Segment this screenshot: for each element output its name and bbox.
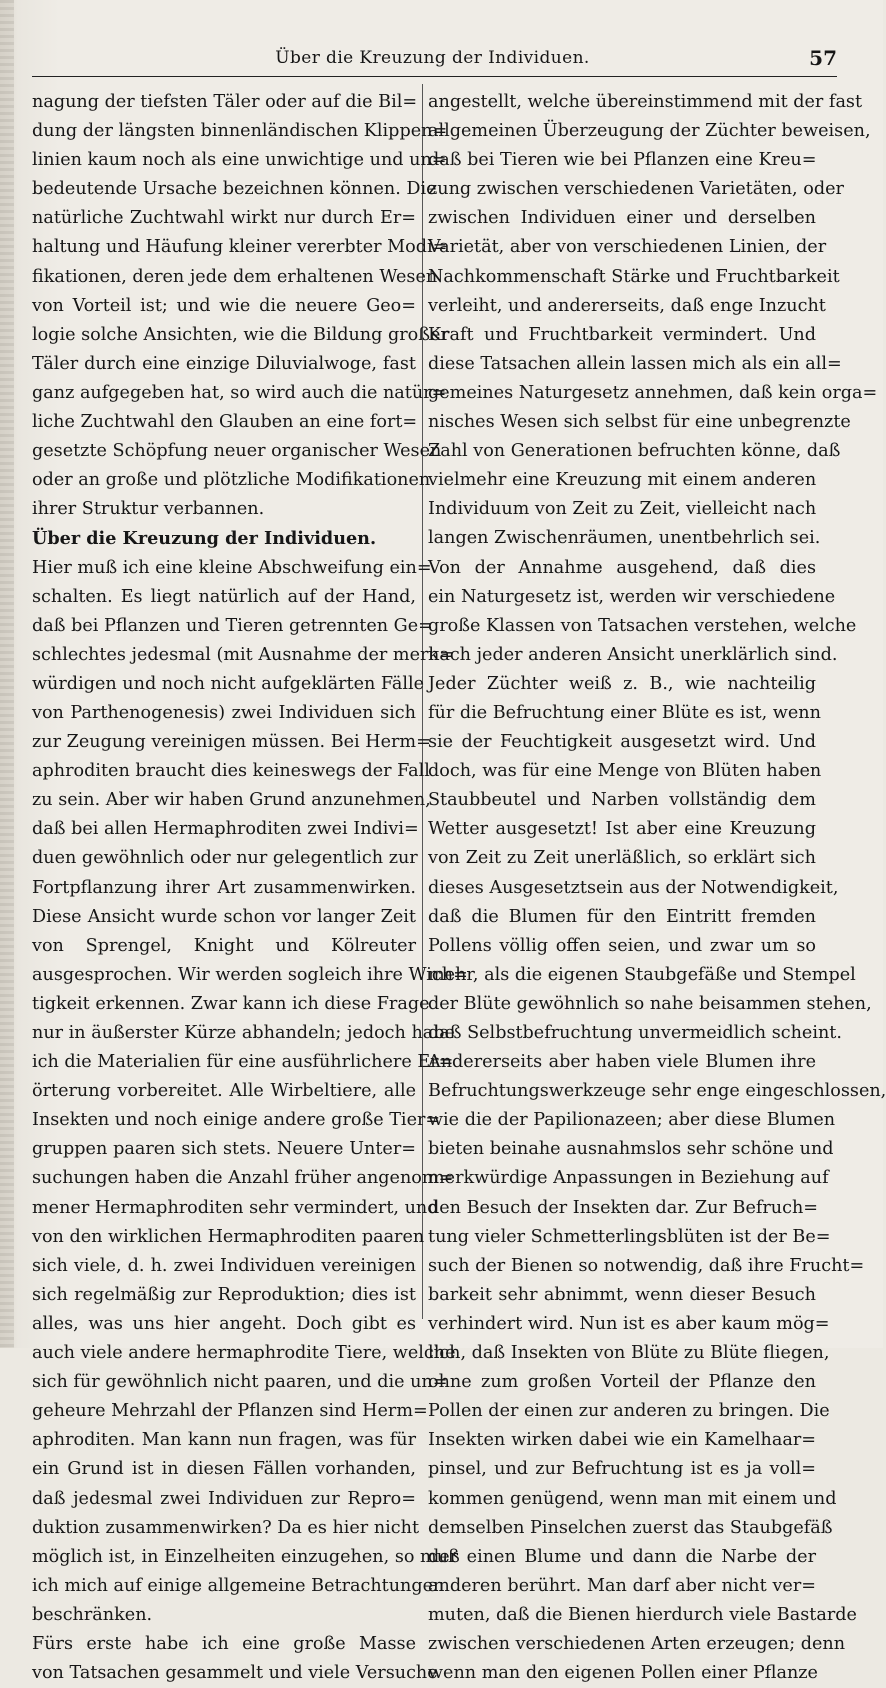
text-line: Täler durch eine einzige Diluvialwoge, fast [32, 353, 416, 374]
text-line: zur Zeugung vereinigen müssen. Bei Herm= [32, 732, 431, 753]
text-line: wie die der Papilionazeen; aber diese Blumen [428, 1110, 836, 1131]
text-line: verhindert wird. Nun ist es aber kaum mög= [428, 1313, 830, 1334]
text-line: diese Tatsachen allein lassen mich als ein all= [428, 353, 842, 374]
text-line: wenn man den eigenen Pollen einer Pflanze [428, 1663, 818, 1684]
text-line: sie der Feuchtigkeit ausgesetzt wird. Und [428, 732, 816, 753]
text-line: nagung der tiefsten Täler oder auf die Bil= [32, 92, 418, 112]
text-line: sich für gewöhnlich nicht paaren, und die un= [32, 1372, 448, 1393]
text-line: barkeit sehr abnimmt, wenn dieser Besuch [428, 1284, 816, 1305]
text-line: logie solche Ansichten, wie die Bildung großer [32, 324, 449, 345]
text-line: bedeutende Ursache bezeichnen können. Die [32, 179, 437, 200]
text-line: von Sprengel, Knight und Kölreuter [32, 935, 416, 956]
text-line: such der Bienen so notwendig, daß ihre Frucht= [428, 1255, 865, 1276]
text-line: dung der längsten binnenländischen Klippen= [32, 121, 448, 142]
text-line: ihrer Struktur verbannen. [32, 499, 265, 520]
text-line: Nachkommenschaft Stärke und Fruchtbarkeit [428, 266, 840, 287]
text-line: fikationen, deren jede dem erhaltenen Wesen [32, 266, 438, 287]
text-line: muten, daß die Bienen hierdurch viele Bastarde [428, 1604, 857, 1625]
text-line: liche Zuchtwahl den Glauben an eine fort= [32, 412, 418, 433]
text-line: Hier muß ich eine kleine Abschweifung ein= [32, 557, 432, 578]
text-line: daß bei Tieren wie bei Pflanzen eine Kreu= [428, 150, 817, 171]
text-line: Wetter ausgesetzt! Ist aber eine Kreuzung [428, 819, 816, 840]
text-line: sich viele, d. h. zwei Individuen vereinigen [32, 1255, 416, 1276]
text-line: linien kaum noch als eine unwichtige und un= [32, 150, 447, 171]
text-line: schlechtes jedesmal (mit Ausnahme der merk= [32, 644, 454, 665]
text-line: angestellt, welche übereinstimmend mit der fast [428, 92, 863, 112]
text-line: Insekten und noch einige andere große Tier= [32, 1110, 441, 1131]
text-line: natürliche Zuchtwahl wirkt nur durch Er= [32, 208, 416, 229]
text-line: ein Naturgesetz ist, werden wir verschiedene [428, 586, 836, 607]
text-line: ausgesprochen. Wir werden sogleich ihre Wich= [32, 964, 468, 985]
text-line: pinsel, und zur Befruchtung ist es ja voll= [428, 1459, 816, 1480]
text-line: von den wirklichen Hermaphroditen paaren [32, 1226, 425, 1247]
text-line: Zahl von Generationen befruchten könne, daß [428, 441, 841, 462]
text-line: Fortpflanzung ihrer Art zusammenwirken. [32, 877, 416, 898]
text-line: von Tatsachen gesammelt und viele Versuche [32, 1663, 438, 1684]
text-line: mehr, als die eigenen Staubgefäße und Stempel [428, 964, 856, 985]
text-line: von Parthenogenesis) zwei Individuen sich [32, 702, 416, 723]
text-line: Diese Ansicht wurde schon vor langer Zeit [32, 906, 416, 927]
text-line: den Besuch der Insekten dar. Zur Befruch= [428, 1197, 819, 1218]
text-line: haltung und Häufung kleiner vererbter Modi= [32, 237, 448, 258]
text-line: allgemeinen Überzeugung der Züchter beweisen, [428, 121, 871, 142]
running-header [22, 40, 843, 80]
text-line: Von der Annahme ausgehend, daß dies [428, 557, 816, 578]
text-line: zung zwischen verschiedenen Varietäten, oder [428, 179, 844, 200]
text-line: daß bei Pflanzen und Tieren getrennten Ge= [32, 615, 433, 636]
text-line: von Zeit zu Zeit unerläßlich, so erklärt sich [428, 848, 816, 869]
text-line: bieten beinahe ausnahmslos sehr schöne und [428, 1139, 834, 1160]
text-line: alles, was uns hier angeht. Doch gibt es [32, 1313, 416, 1334]
text-line: dieses Ausgesetztsein aus der Notwendigkeit, [428, 877, 839, 898]
text-line: oder an große und plötzliche Modifikationen [32, 470, 431, 491]
text-line: langen Zwischenräumen, unentbehrlich sei. [428, 528, 821, 549]
text-line: Befruchtungswerkzeuge sehr enge eingeschlossen, [428, 1081, 886, 1102]
text-line: doch, was für eine Menge von Blüten haben [428, 761, 822, 782]
text-line: der einen Blume und dann die Narbe der [428, 1546, 816, 1567]
text-line: nach jeder anderen Ansicht unerklärlich sind. [428, 644, 838, 665]
text-line: zwischen verschiedenen Arten erzeugen; denn [428, 1633, 846, 1654]
text-line: tung vieler Schmetterlingsblüten ist der Be= [428, 1226, 831, 1247]
text-line: nisches Wesen sich selbst für eine unbegrenzte [428, 412, 851, 433]
text-line: tigkeit erkennen. Zwar kann ich diese Frage [32, 993, 430, 1014]
text-line: würdigen und noch nicht aufgeklärten Fälle [32, 673, 425, 694]
text-line: schalten. Es liegt natürlich auf der Hand, [32, 586, 416, 607]
text-line: kommen genügend, wenn man mit einem und [428, 1488, 837, 1509]
text-line: Über die Kreuzung der Individuen. [32, 528, 377, 550]
text-line: sich regelmäßig zur Reproduktion; dies ist [32, 1284, 416, 1305]
text-line: für die Befruchtung einer Blüte es ist, wenn [428, 702, 821, 723]
text-line: Fürs erste habe ich eine große Masse [32, 1633, 416, 1654]
text-line: vielmehr eine Kreuzung mit einem anderen [428, 470, 817, 491]
text-line: daß die Blumen für den Eintritt fremden [428, 906, 816, 927]
page-binding-edge [0, 0, 14, 1348]
text-line: geheure Mehrzahl der Pflanzen sind Herm= [32, 1401, 428, 1422]
text-line: gesetzte Schöpfung neuer organischer Wesen [32, 441, 442, 462]
text-line: aphroditen. Man kann nun fragen, was für [32, 1430, 416, 1451]
text-line: Andererseits aber haben viele Blumen ihre [428, 1052, 816, 1073]
text-line: duen gewöhnlich oder nur gelegentlich zur [32, 848, 418, 869]
text-line: anderen berührt. Man darf aber nicht ver= [428, 1575, 816, 1596]
running-title: Über die Kreuzung der Individuen. [275, 48, 590, 68]
text-line: ich die Materialien für eine ausführlichere Er= [32, 1052, 454, 1073]
text-line: ganz aufgegeben hat, so wird auch die natür= [32, 382, 447, 403]
text-line: nur in äußerster Kürze abhandeln; jedoch habe [32, 1023, 455, 1043]
text-line: gemeines Naturgesetz annehmen, daß kein orga= [428, 382, 878, 403]
text-line: demselben Pinselchen zuerst das Staubgefäß [428, 1517, 833, 1538]
text-line: von Vorteil ist; und wie die neuere Geo= [32, 295, 416, 316]
text-line: Staubbeutel und Narben vollständig dem [428, 790, 816, 811]
text-line: Jeder Züchter weiß z. B., wie nachteilig [428, 673, 816, 694]
text-line: daß Selbstbefruchtung unvermeidlich scheint. [428, 1023, 842, 1043]
text-line: zu sein. Aber wir haben Grund anzunehmen, [32, 790, 431, 811]
text-line: Kraft und Fruchtbarkeit vermindert. Und [428, 324, 816, 345]
text-line: mener Hermaphroditen sehr vermindert, und [32, 1197, 439, 1218]
text-line: verleiht, und andererseits, daß enge Inzucht [428, 295, 826, 316]
text-line: daß bei allen Hermaphroditen zwei Indivi= [32, 819, 419, 840]
text-line: Pollens völlig offen seien, und zwar um so [428, 935, 816, 956]
text-line: Individuum von Zeit zu Zeit, vielleicht nach [428, 499, 817, 520]
text-line: auch viele andere hermaphrodite Tiere, welche [32, 1343, 456, 1364]
text-line: ein Grund ist in diesen Fällen vorhanden, [32, 1459, 416, 1480]
page-number: 57 [809, 46, 837, 70]
text-line: ich mich auf einige allgemeine Betrachtungen [32, 1575, 445, 1596]
text-line: merkwürdige Anpassungen in Beziehung auf [428, 1168, 829, 1189]
text-line: lich, daß Insekten von Blüte zu Blüte fliegen, [428, 1343, 830, 1364]
text-line: duktion zusammenwirken? Da es hier nicht [32, 1517, 420, 1538]
text-line: der Blüte gewöhnlich so nahe beisammen stehen, [428, 993, 872, 1014]
text-line: beschränken. [32, 1604, 153, 1625]
text-line: Varietät, aber von verschiedenen Linien, der [428, 237, 827, 258]
text-line: suchungen haben die Anzahl früher angenom= [32, 1168, 454, 1189]
text-line: aphroditen braucht dies keineswegs der Fall [32, 761, 430, 782]
text-line: Insekten wirken dabei wie ein Kamelhaar= [428, 1430, 816, 1451]
text-line: möglich ist, in Einzelheiten einzugehen, so muß [32, 1546, 460, 1567]
text-line: örterung vorbereitet. Alle Wirbeltiere, alle [32, 1081, 416, 1102]
left-text-column [32, 88, 468, 1684]
text-line: Pollen der einen zur anderen zu bringen. Die [428, 1401, 830, 1422]
text-line: gruppen paaren sich stets. Neuere Unter= [32, 1139, 416, 1160]
text-line: daß jedesmal zwei Individuen zur Repro= [32, 1488, 416, 1509]
right-text-column [428, 88, 886, 1684]
header-rule [32, 76, 837, 77]
text-line: zwischen Individuen einer und derselben [428, 208, 816, 229]
text-line: ohne zum großen Vorteil der Pflanze den [428, 1372, 816, 1393]
text-line: große Klassen von Tatsachen verstehen, welche [428, 615, 857, 636]
